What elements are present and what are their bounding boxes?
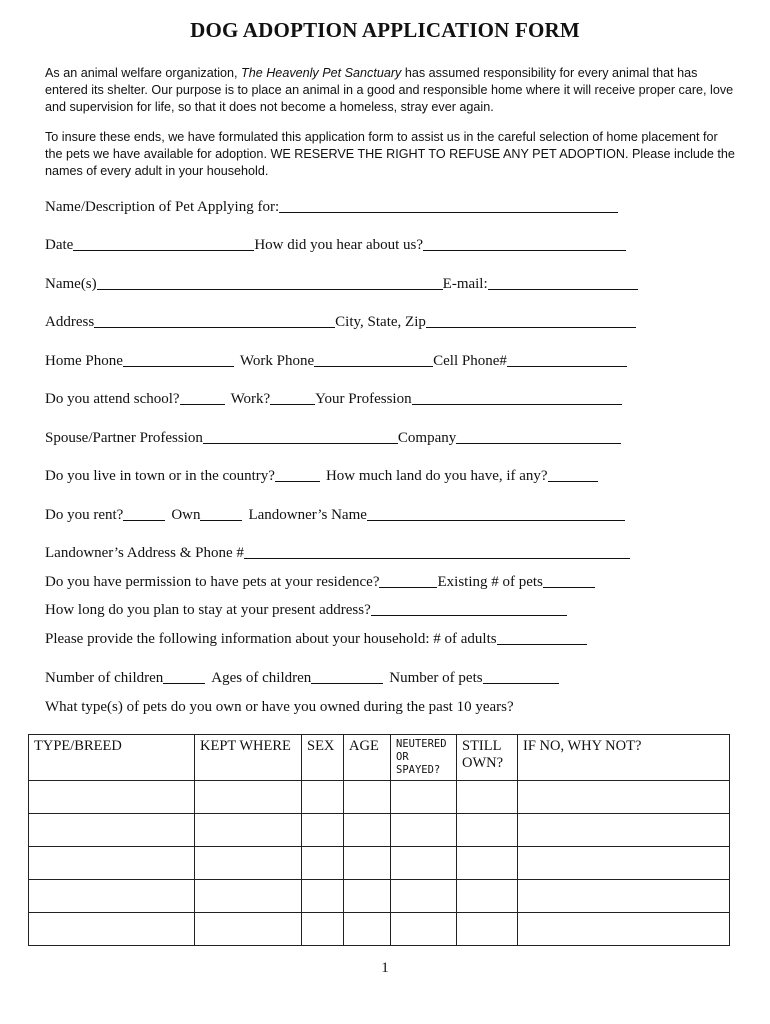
table-cell[interactable] <box>302 847 344 880</box>
home-phone-label: Home Phone <box>45 353 123 369</box>
pet-history-table <box>28 734 730 946</box>
organization-name: The Heavenly Pet Sanctuary <box>241 66 402 80</box>
adults-label: Please provide the following information about your household: # of adults <box>45 631 497 647</box>
town-country-row <box>45 465 598 485</box>
table-cell[interactable] <box>29 814 195 847</box>
names-field[interactable] <box>97 274 443 290</box>
table-cell[interactable] <box>391 781 457 814</box>
children-field[interactable] <box>163 668 205 684</box>
table-cell[interactable] <box>457 847 518 880</box>
rent-field[interactable] <box>123 505 165 521</box>
spouse-profession-label: Spouse/Partner Profession <box>45 430 203 446</box>
table-cell[interactable] <box>302 913 344 946</box>
table-row <box>29 781 730 814</box>
spouse-row <box>45 427 621 447</box>
table-cell[interactable] <box>391 880 457 913</box>
table-cell[interactable] <box>195 880 302 913</box>
profession-label: Your Profession <box>315 391 412 407</box>
date-row <box>45 234 626 254</box>
school-field[interactable] <box>180 389 225 405</box>
work-phone-label: Work Phone <box>239 353 315 369</box>
ages-label: Ages of children <box>211 670 312 686</box>
land-label: How much land do you have, if any? <box>325 468 548 484</box>
date-field[interactable] <box>73 235 254 251</box>
table-cell[interactable] <box>302 814 344 847</box>
work-field[interactable] <box>270 389 315 405</box>
header-neutered-spayed: NEUTERED OR SPAYED? <box>391 735 457 781</box>
table-row <box>29 880 730 913</box>
landowner-address-label: Landowner’s Address & Phone # <box>45 545 244 561</box>
stay-field[interactable] <box>371 600 567 616</box>
table-header-row <box>29 735 730 781</box>
phones-row <box>45 350 627 370</box>
header-type-breed: TYPE/BREED <box>29 735 195 781</box>
rent-label: Do you rent? <box>45 507 124 523</box>
address-field[interactable] <box>94 312 335 328</box>
table-cell[interactable] <box>518 913 730 946</box>
table-cell[interactable] <box>457 781 518 814</box>
stay-row <box>45 599 567 619</box>
town-country-label: Do you live in town or in the country? <box>45 468 275 484</box>
instructions-paragraph: To insure these ends, we have formulated this application form to assist us in the careful selection of home placement for the pets we have available for adoption. WE RESERVE THE RIGHT TO REFUSE ANY PET ADOPTION. Please include the names of every adult in your household. <box>45 130 735 178</box>
stay-label: How long do you plan to stay at your present address? <box>45 602 371 618</box>
household-row <box>45 628 587 648</box>
ages-field[interactable] <box>311 668 383 684</box>
hear-about-field[interactable] <box>423 235 626 251</box>
permission-row <box>45 571 595 591</box>
pet-types-question: What type(s) of pets do you own or have you owned during the past 10 years? <box>45 699 514 715</box>
table-cell[interactable] <box>391 913 457 946</box>
spouse-profession-field[interactable] <box>203 428 398 444</box>
school-work-row <box>45 388 622 408</box>
header-kept-where: KEPT WHERE <box>195 735 302 781</box>
existing-pets-field[interactable] <box>543 572 595 588</box>
form-title: DOG ADOPTION APPLICATION FORM <box>190 18 580 42</box>
permission-label: Do you have permission to have pets at your residence? <box>45 574 380 590</box>
header-age: AGE <box>344 735 391 781</box>
city-state-zip-label: City, State, Zip <box>335 314 426 330</box>
permission-field[interactable] <box>379 572 437 588</box>
cell-phone-field[interactable] <box>507 351 627 367</box>
table-cell[interactable] <box>457 913 518 946</box>
work-label: Work? <box>230 391 271 407</box>
table-row <box>29 847 730 880</box>
table-cell[interactable] <box>344 781 391 814</box>
cell-phone-label: Cell Phone# <box>433 353 507 369</box>
num-pets-field[interactable] <box>483 668 559 684</box>
table-cell[interactable] <box>391 814 457 847</box>
landowner-address-field[interactable] <box>244 543 630 559</box>
adults-field[interactable] <box>497 629 587 645</box>
rent-own-row <box>45 504 625 524</box>
table-row <box>29 814 730 847</box>
own-label: Own <box>171 507 201 523</box>
intro-paragraph <box>45 65 735 116</box>
landowner-name-label: Landowner’s Name <box>248 507 367 523</box>
table-cell[interactable] <box>302 880 344 913</box>
table-cell[interactable] <box>344 847 391 880</box>
pet-applying-row <box>45 196 618 216</box>
table-cell[interactable] <box>29 781 195 814</box>
table-cell[interactable] <box>195 781 302 814</box>
hear-about-label: How did you hear about us? <box>254 237 424 253</box>
names-label: Name(s) <box>45 276 97 292</box>
email-label: E-mail: <box>442 276 488 292</box>
pet-types-row <box>45 696 514 716</box>
children-row <box>45 667 559 687</box>
names-row <box>45 273 638 293</box>
pet-applying-label: Name/Description of Pet Applying for: <box>45 199 280 215</box>
company-field[interactable] <box>456 428 621 444</box>
table-cell[interactable] <box>195 913 302 946</box>
table-row <box>29 913 730 946</box>
table-cell[interactable] <box>195 847 302 880</box>
page-number: 1 <box>381 960 389 976</box>
header-sex: SEX <box>302 735 344 781</box>
table-cell[interactable] <box>344 814 391 847</box>
land-field[interactable] <box>548 466 598 482</box>
existing-pets-label: Existing # of pets <box>437 574 543 590</box>
table-cell[interactable] <box>457 814 518 847</box>
intro-text-start: As an animal welfare organization, <box>45 66 242 80</box>
address-label: Address <box>45 314 95 330</box>
own-field[interactable] <box>200 505 242 521</box>
table-cell[interactable] <box>391 847 457 880</box>
table-cell[interactable] <box>302 781 344 814</box>
home-phone-field[interactable] <box>123 351 234 367</box>
table-cell[interactable] <box>518 880 730 913</box>
table-cell[interactable] <box>518 847 730 880</box>
town-country-field[interactable] <box>275 466 320 482</box>
landowner-address-row <box>45 542 630 562</box>
address-row <box>45 311 636 331</box>
school-label: Do you attend school? <box>45 391 180 407</box>
num-pets-label: Number of pets <box>389 670 483 686</box>
table-cell[interactable] <box>29 880 195 913</box>
company-label: Company <box>397 430 457 446</box>
pet-applying-field[interactable] <box>279 197 618 213</box>
children-label: Number of children <box>45 670 164 686</box>
table-cell[interactable] <box>457 880 518 913</box>
table-cell[interactable] <box>29 847 195 880</box>
date-label: Date <box>45 237 74 253</box>
table-cell[interactable] <box>344 913 391 946</box>
work-phone-field[interactable] <box>314 351 433 367</box>
header-still-own: STILL OWN? <box>457 735 518 781</box>
profession-field[interactable] <box>412 389 622 405</box>
table-cell[interactable] <box>518 814 730 847</box>
table-cell[interactable] <box>344 880 391 913</box>
table-cell[interactable] <box>195 814 302 847</box>
table-cell[interactable] <box>29 913 195 946</box>
table-cell[interactable] <box>518 781 730 814</box>
city-state-zip-field[interactable] <box>426 312 636 328</box>
email-field[interactable] <box>488 274 638 290</box>
landowner-name-field[interactable] <box>367 505 625 521</box>
header-why-not: IF NO, WHY NOT? <box>518 735 730 781</box>
intro-text-end: has assumed responsibility for every animal that has entered its shelter. Our purpose is to place an animal in a good and responsible home where it will receive proper care, love and supervision for life, so that it does not become a homeless, stray ever again. <box>45 66 734 114</box>
